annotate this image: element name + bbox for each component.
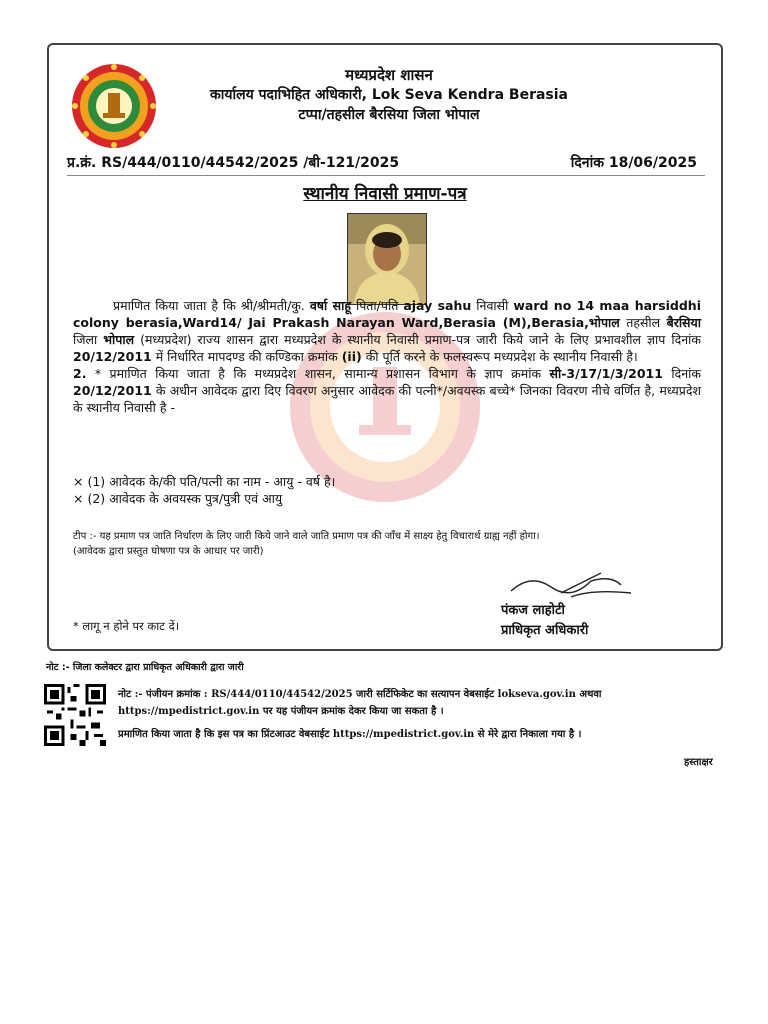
list-item: × (2) आवेदक के अवयस्क पुत्र/पुत्री एवं आयु xyxy=(73,491,283,506)
tip-note xyxy=(73,529,703,559)
text: दिनांक xyxy=(662,366,702,381)
district: भोपाल xyxy=(103,332,135,347)
issue-date: दिनांक 18/06/2025 xyxy=(570,155,697,171)
reference-number: प्र.क्रं. RS/444/0110/44542/2025 /बी-121/2025 xyxy=(67,155,400,171)
clause-number: (ii) xyxy=(341,349,362,364)
office-title: कार्यालय पदाभिहित अधिकारी, Lok Seva Kendra Berasia xyxy=(209,87,568,103)
memo-date-2: 20/12/2011 xyxy=(73,383,152,398)
dependents-list xyxy=(73,473,335,507)
paragraph-2 xyxy=(73,365,701,416)
signature-label: हस्ताक्षर xyxy=(684,757,713,768)
text: प्रमाणित किया जाता है कि श्री/श्रीमती/कु. xyxy=(113,298,310,313)
memo-number: सी-3/17/1/3/2011 xyxy=(549,366,663,381)
text: तहसील xyxy=(619,315,667,330)
tip-line-2: (आवेदक द्वारा प्रस्तुत घोषणा पत्र के आधार पर जारी) xyxy=(73,546,264,557)
qr-code-icon[interactable] xyxy=(44,684,106,746)
signatory-designation: प्राधिकृत अधिकारी xyxy=(501,623,589,638)
printout-note: प्रमाणित किया जाता है कि इस पत्र का प्रिंटआउट वेबसाईट https://mpedistrict.gov.in से मेरे द्वारा निकाला गया है । xyxy=(118,729,582,740)
father-name: ajay sahu xyxy=(403,298,472,313)
state-govt-title: मध्यप्रदेश शासन xyxy=(345,66,433,84)
certificate-body xyxy=(73,297,701,416)
header xyxy=(159,65,619,125)
list-item: × (1) आवेदक के/की पति/पत्नी का नाम - आयु - वर्ष है। xyxy=(73,474,336,489)
text: निवासी xyxy=(471,298,514,313)
address: ward no 14 maa harsiddhi colony berasia,Ward14/ Jai Prakash Narayan Ward,Berasia (M),Berasia,भोपाल xyxy=(73,298,701,330)
applicant-name: वर्षा साहू xyxy=(309,298,351,313)
certificate-frame xyxy=(47,43,723,651)
footnote: * लागू न होने पर काट दें। xyxy=(73,619,180,633)
tehsil: बैरसिया xyxy=(666,315,701,330)
text: जिला xyxy=(73,332,104,347)
applicant-photo xyxy=(347,213,427,305)
signatory-name: पंकज लाहोटी xyxy=(501,603,565,618)
text: (मध्यप्रदेश) राज्य शासन द्वारा मध्यप्रदेश के स्थानीय निवासी प्रमाण-पत्र जारी किये जाने के लिए प्रभावशील ज्ञाप दिनांक xyxy=(134,332,702,347)
tip-line-1: टीप :- यह प्रमाण पत्र जाति निर्धारण के लिए जारी किये जाने वाले जाति प्रमाण पत्र की जाँच में साक्ष्य हेतु विचारार्थ ग्राह्य नहीं होगा। xyxy=(73,531,540,542)
text: * प्रमाणित किया जाता है कि मध्यप्रदेश शासन, सामान्य प्रशासन विभाग के ज्ञाप क्रमांक xyxy=(86,366,550,381)
verification-note: नोट :- पंजीयन क्रमांक : RS/444/0110/44542/2025 जारी सर्टिफिकेट का सत्यापन वेबसाईट lokseva.gov.in अथवा https://mpedistrict.gov.in पर यह पंजीयन क्रमांक देकर किया जा सकता है । xyxy=(118,689,602,717)
mp-government-emblem-icon xyxy=(71,63,157,149)
text: की पूर्ति करने के फलस्वरूप मध्यप्रदेश के स्थानीय निवासी है। xyxy=(361,349,638,364)
paragraph-number: 2. xyxy=(73,366,87,381)
certificate-title: स्थानीय निवासी प्रमाण-पत्र xyxy=(303,184,467,204)
text: में निर्धारित मापदण्ड की कण्डिका क्रमांक xyxy=(151,349,342,364)
text: के अधीन आवेदक द्वारा दिए विवरण अनुसार आवेदक की पत्नी*/अवयस्क बच्चे* जिनका विवरण नीचे वर्णित है, मध्यप्रदेश के स्थानीय निवासी है - xyxy=(73,383,701,415)
issue-note: नोट :- जिला कलेक्टर द्वारा प्राधिकृत अधिकारी द्वारा जारी xyxy=(46,662,244,673)
text: पिता/पति xyxy=(350,298,404,313)
tehsil-district-line: टप्पा/तहसील बैरसिया जिला भोपाल xyxy=(298,107,480,123)
divider xyxy=(67,175,705,176)
signature-icon xyxy=(501,563,641,603)
paragraph-1 xyxy=(73,297,701,365)
memo-date: 20/12/2011 xyxy=(73,349,152,364)
signatory-block xyxy=(501,601,588,641)
reference-row xyxy=(67,151,707,173)
